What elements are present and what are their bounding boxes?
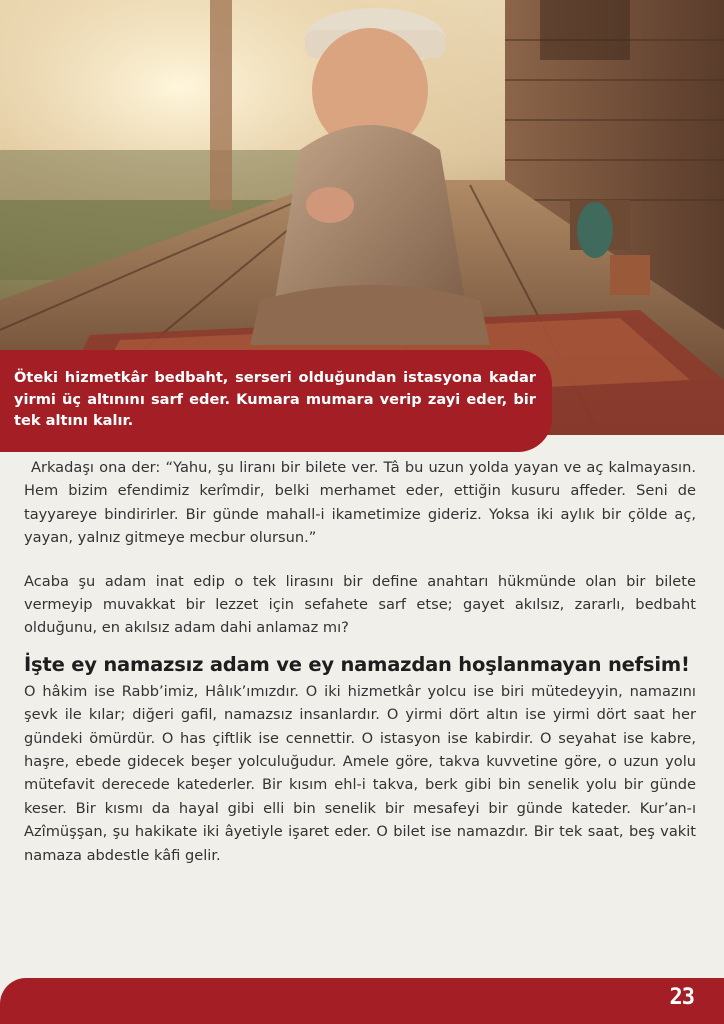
callout-box: [0, 350, 552, 452]
page-number: 23: [669, 985, 694, 1010]
main-content: [24, 456, 696, 867]
footer-bar: [0, 978, 724, 1024]
body-paragraph: Arkadaşı ona der: “Yahu, şu liranı bir bilete ver. Tâ bu uzun yolda yayan ve aç kalmayasın. Hem bizim efendimiz kerîmdir, belki merhamet eder, ettiğin kusuru affeder. Seni de tayyareye bindirirler. Bir günde mahall-i ikametimize gideriz. Yoksa iki aylık bir çölde aç, yayan, yalnız gitmeye mecbur olursun.”: [24, 459, 696, 547]
body-paragraph: Acaba şu adam inat edip o tek lirasını bir define anahtarı hükmünde olan bir bilete vermeyip muvakkat bir lezzet için sefahete sarf etse; gayet akılsız, zararlı, bedbaht olduğunu, en akılsız adam dahi anlamaz mı?: [24, 572, 696, 637]
callout-text: Öteki hizmetkâr bedbaht, serseri olduğundan istasyona kadar yirmi üç altınını sarf eder. Kumara mumara verip zayi eder, bir tek altını kalır.: [14, 369, 536, 429]
body-paragraph: O hâkim ise Rabb’imiz, Hâlık’ımızdır. O iki hizmetkâr yolcu ise biri mütedeyyin, namazını şevk ile kılar; diğeri gafil, namazsız insanlardır. O yirmi dört altın ise yirmi dört saat her gündeki ömürdür. O has çiftlik ise cennettir. O istasyon ise kabirdir. O seyahat ise kabre, haşre, ebede gidecek beşer yolculuğudur. Amele göre, takva kuvvetine göre, o uzun yolu mütefavit derecede katederler. Bir kısım ehl-i takva, berk gibi bin senelik yolu bir günde keser. Bir kısmı da hayal gibi elli bin senelik bir mesafeyi bir günde kateder. Kur’an-ı Azîmüşşan, şu hakikate iki âyetiyle işaret eder. O bilet ise namazdır. Bir tek saat, beş vakit namaza abdestle kâfi gelir.: [24, 682, 696, 864]
section-heading: İşte ey namazsız adam ve ey namazdan hoşlanmayan nefsim!: [24, 652, 690, 676]
